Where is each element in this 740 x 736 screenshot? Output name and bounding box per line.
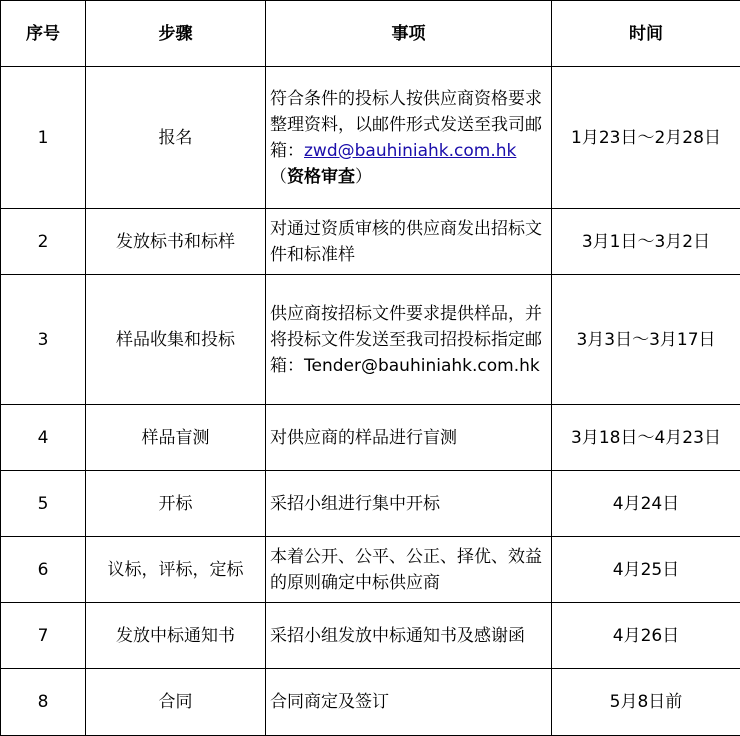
row-time: 4月26日 xyxy=(552,603,740,669)
item-paren-close: ） xyxy=(355,167,372,187)
row-no: 8 xyxy=(1,669,86,736)
row-item: 对通过资质审核的供应商发出招标文件和标准样 xyxy=(266,209,552,275)
row-no: 4 xyxy=(1,405,86,471)
header-no: 序号 xyxy=(1,1,86,67)
header-time: 时间 xyxy=(552,1,740,67)
row-time: 5月8日前 xyxy=(552,669,740,736)
row-item: 采招小组进行集中开标 xyxy=(266,471,552,537)
item-text: 供应商按招标文件要求提供样品，并将投标文件发送至我司招投标指定邮箱： xyxy=(270,304,542,376)
item-email: Tender@bauhiniahk.com.hk xyxy=(304,356,540,376)
row-item: 本着公开、公平、公正、择优、效益的原则确定中标供应商 xyxy=(266,537,552,603)
table-row xyxy=(1,603,740,669)
header-step: 步骤 xyxy=(86,1,266,67)
item-text: 符合条件的投标人按供应商资格要求整理资料，以邮件形式发送至我司邮箱： xyxy=(270,89,542,161)
table-row xyxy=(1,537,740,603)
table-row xyxy=(1,67,740,209)
header-item: 事项 xyxy=(266,1,552,67)
table-row xyxy=(1,275,740,405)
row-item: 对供应商的样品进行盲测 xyxy=(266,405,552,471)
row-no: 5 xyxy=(1,471,86,537)
header-row xyxy=(1,1,740,67)
table-row xyxy=(1,669,740,736)
row-step: 发放中标通知书 xyxy=(86,603,266,669)
row-time: 3月1日～3月2日 xyxy=(552,209,740,275)
item-bold-text: 资格审查 xyxy=(287,167,355,187)
row-no: 2 xyxy=(1,209,86,275)
row-step: 样品盲测 xyxy=(86,405,266,471)
row-time: 3月3日～3月17日 xyxy=(552,275,740,405)
email-link[interactable]: zwd@bauhiniahk.com.hk xyxy=(304,141,516,161)
table-row xyxy=(1,209,740,275)
row-step: 样品收集和投标 xyxy=(86,275,266,405)
row-item xyxy=(266,275,552,405)
row-step: 报名 xyxy=(86,67,266,209)
row-no: 1 xyxy=(1,67,86,209)
row-step: 开标 xyxy=(86,471,266,537)
row-item: 合同商定及签订 xyxy=(266,669,552,736)
row-step: 合同 xyxy=(86,669,266,736)
row-time: 4月24日 xyxy=(552,471,740,537)
row-item xyxy=(266,67,552,209)
row-step: 发放标书和标样 xyxy=(86,209,266,275)
row-step: 议标，评标，定标 xyxy=(86,537,266,603)
row-time: 3月18日～4月23日 xyxy=(552,405,740,471)
item-paren-open: （ xyxy=(270,167,287,187)
table-row xyxy=(1,405,740,471)
row-no: 6 xyxy=(1,537,86,603)
row-time: 1月23日～2月28日 xyxy=(552,67,740,209)
row-no: 3 xyxy=(1,275,86,405)
table-row xyxy=(1,471,740,537)
row-no: 7 xyxy=(1,603,86,669)
row-item: 采招小组发放中标通知书及感谢函 xyxy=(266,603,552,669)
row-time: 4月25日 xyxy=(552,537,740,603)
